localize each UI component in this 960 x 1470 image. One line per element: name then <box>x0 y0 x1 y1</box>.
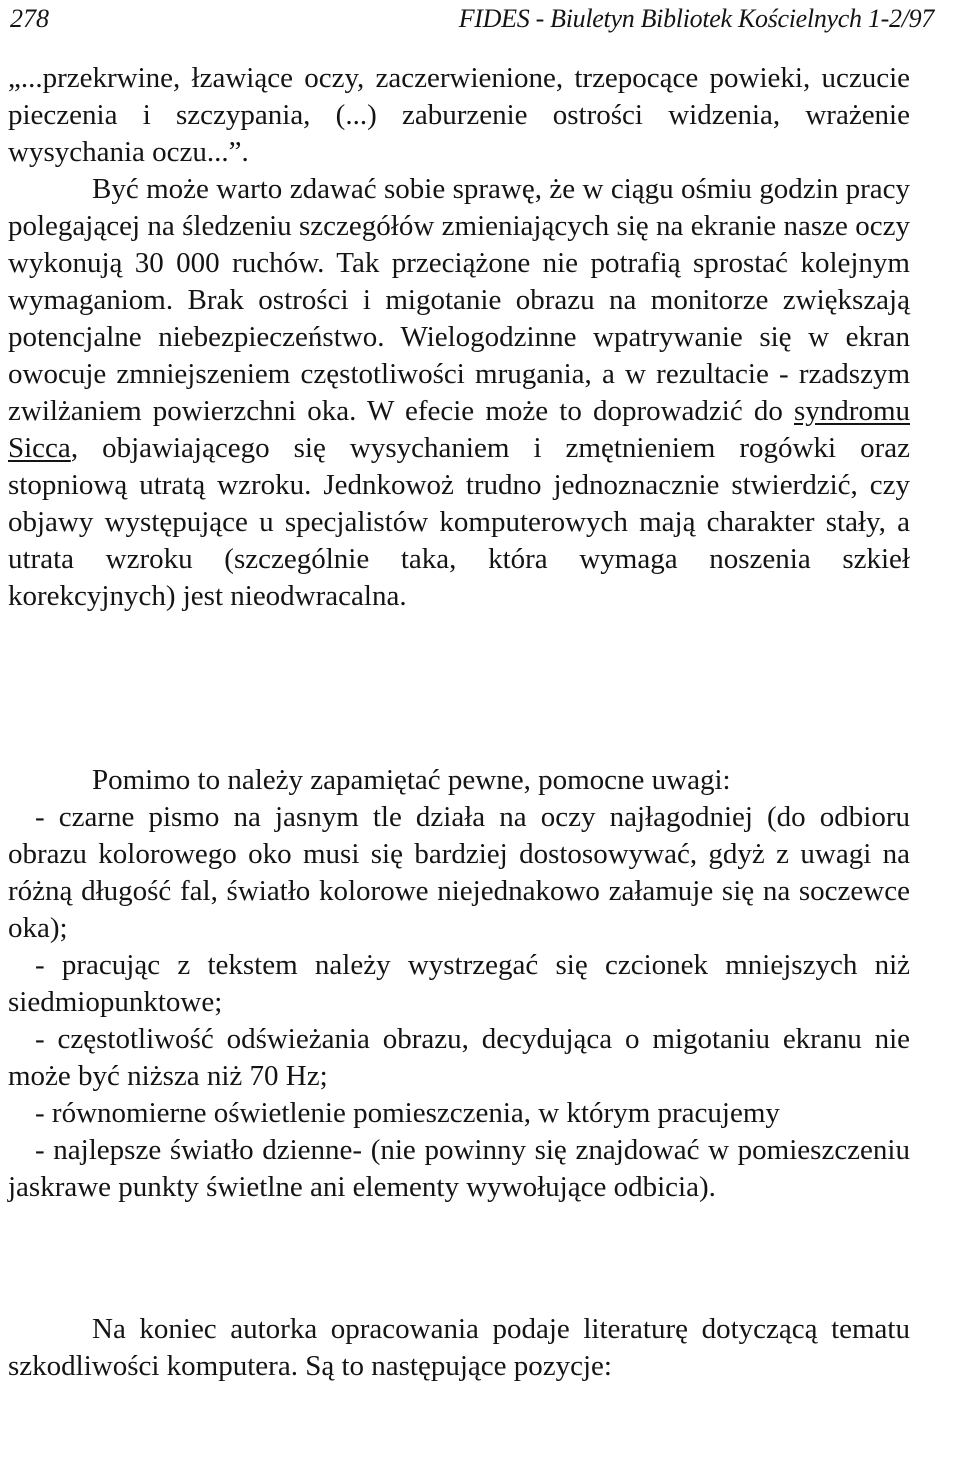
closing-text: Na koniec autorka opracowania podaje literaturę dotyczącą tematu szkodliwości komputera. Są to następujące pozycje: <box>8 1313 910 1382</box>
tip-item: - najlepsze światło dzienne- (nie powinny się znajdować w pomieszczeniu jaskrawe punkty świetlne ani elementy wywołujące odbicia). <box>8 1134 910 1203</box>
tip-item: - czarne pismo na jasnym tle działa na oczy najłagodniej (do odbioru obrazu kolorowego oko musi się bardziej dostosowywać, gdyż z uwagi na różną długość fal, światło kolorowe niejednakowo załamuje się na soczewce oka); <box>8 801 910 944</box>
running-head: FIDES - Biuletyn Bibliotek Kościelnych 1-2/97 <box>458 4 934 33</box>
closing-paragraph <box>8 1311 910 1385</box>
page-number: 278 <box>10 4 49 33</box>
symptoms-quote: „...przekrwine, łzawiące oczy, zaczerwienione, trzepocące powieki, uczucie pieczenia i szczypania, (...) zaburzenie ostrości widzenia, wrażenie wysychania oczu...”. <box>8 62 910 168</box>
syndrome-term-underlined: syndromu Sicca <box>8 395 910 464</box>
tip-item: - pracując z tekstem należy wystrzegać się czcionek mniejszych niż siedmiopunktowe; <box>8 949 910 1018</box>
paragraph-symptoms <box>8 60 910 615</box>
discussion-text-continued: , objawiającego się wysychaniem i zmętnieniem rogówki oraz stopniową utratą wzroku. Jednkowoż trudno jednoznacznie stwierdzić, czy objawy występujące u specjalistów komputerowych mają charakter stały, a utrata wzroku (szczególnie taka, która wymaga noszenia szkieł korekcyjnych) jest nieodwracalna. <box>8 432 910 612</box>
tip-item: - częstotliwość odświeżania obrazu, decydująca o migotaniu ekranu nie może być niższa niż 70 Hz; <box>8 1023 910 1092</box>
tips-intro: Pomimo to należy zapamiętać pewne, pomocne uwagi: <box>92 764 731 796</box>
tips-section <box>8 762 910 1206</box>
tip-item: - równomierne oświetlenie pomieszczenia, w którym pracujemy <box>35 1097 780 1129</box>
symptoms-discussion <box>8 171 910 615</box>
page-header <box>10 2 934 36</box>
discussion-text: Być może warto zdawać sobie sprawę, że w ciągu ośmiu godzin pracy polegającej na śledzeniu szczegółów zmieniających się na ekranie nasze oczy wykonują 30 000 ruchów. Tak przeciążone nie potrafią sprostać kolejnym wymaganiom. Brak ostrości i migotanie obrazu na monitorze zwiększają potencjalne niebezpieczeństwo. Wielogodzinne wpatrywanie się w ekran owocuje zmniejszeniem częstotliwości mrugania, a w rezultacie - rzadszym zwilżaniem powierzchni oka. W efecie może to doprowadzić do <box>8 173 910 427</box>
